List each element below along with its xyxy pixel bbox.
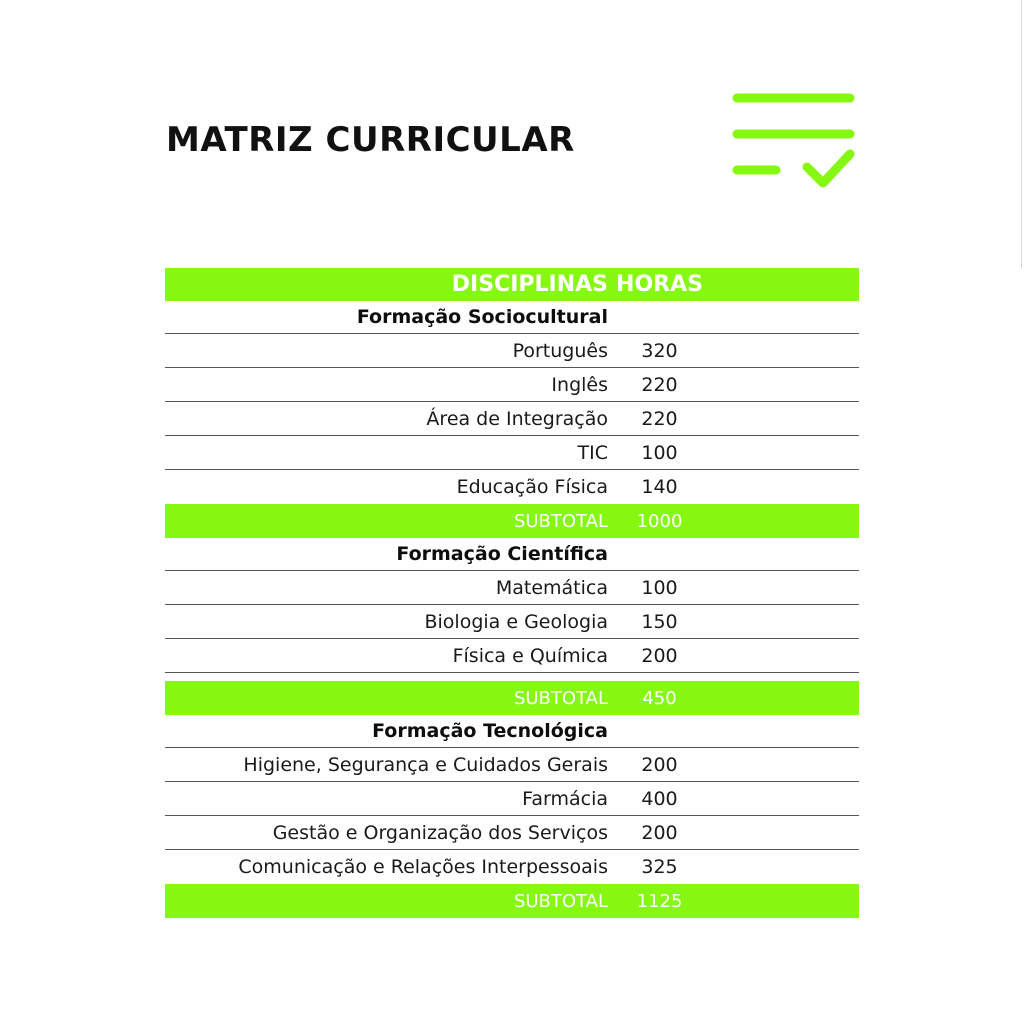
- table-row: [165, 850, 859, 884]
- section-heading: [165, 301, 859, 334]
- subtotal-row: [165, 884, 859, 918]
- table-header: [165, 268, 859, 301]
- table-row: [165, 571, 859, 605]
- subtotal-value: 1000: [636, 510, 683, 532]
- subtotal-label: SUBTOTAL: [513, 890, 608, 912]
- discipline-hours: 140: [641, 476, 678, 498]
- section-name: Formação Tecnológica: [372, 720, 608, 742]
- discipline-name: Comunicação e Relações Interpessoais: [238, 856, 608, 878]
- section-name: Formação Científica: [396, 543, 608, 565]
- section-name: Formação Sociocultural: [356, 306, 608, 328]
- table-row: [165, 605, 859, 639]
- table-row: [165, 816, 859, 850]
- section-heading: [165, 538, 859, 571]
- table-row: [165, 368, 859, 402]
- table-row: [165, 470, 859, 504]
- header-horas: HORAS: [616, 272, 703, 297]
- discipline-hours: 200: [641, 753, 678, 776]
- discipline-hours: 320: [641, 339, 678, 362]
- discipline-name: Física e Química: [452, 644, 608, 667]
- checklist-icon: [728, 88, 860, 196]
- section-spacer: [165, 673, 859, 681]
- curriculum-table: [165, 268, 859, 918]
- discipline-hours: 100: [641, 441, 678, 464]
- discipline-hours: 220: [641, 373, 678, 396]
- discipline-hours: 150: [641, 610, 678, 633]
- discipline-hours: 220: [641, 407, 678, 430]
- subtotal-value: 450: [642, 687, 677, 709]
- discipline-name: TIC: [577, 441, 608, 464]
- discipline-hours: 400: [641, 787, 678, 810]
- table-row: [165, 639, 859, 673]
- discipline-name: Área de Integração: [426, 407, 608, 430]
- discipline-hours: 200: [641, 644, 678, 667]
- discipline-name: Higiene, Segurança e Cuidados Gerais: [243, 753, 608, 776]
- discipline-hours: 325: [641, 856, 678, 878]
- table-row: [165, 334, 859, 368]
- header-disciplinas: DISCIPLINAS: [451, 272, 608, 297]
- table-row: [165, 402, 859, 436]
- discipline-name: Inglês: [551, 373, 608, 396]
- page-edge-rule: [1021, 0, 1022, 268]
- table-row: [165, 436, 859, 470]
- table-row: [165, 748, 859, 782]
- subtotal-row: [165, 504, 859, 538]
- section-heading: [165, 715, 859, 748]
- discipline-name: Educação Física: [456, 476, 608, 498]
- subtotal-label: SUBTOTAL: [513, 687, 608, 709]
- subtotal-label: SUBTOTAL: [513, 510, 608, 532]
- subtotal-row: [165, 681, 859, 715]
- discipline-hours: 200: [641, 821, 678, 844]
- table-row: [165, 782, 859, 816]
- discipline-hours: 100: [641, 576, 678, 599]
- discipline-name: Matemática: [495, 576, 608, 599]
- subtotal-value: 1125: [636, 890, 683, 912]
- discipline-name: Gestão e Organização dos Serviços: [272, 821, 608, 844]
- discipline-name: Farmácia: [522, 787, 608, 810]
- discipline-name: Biologia e Geologia: [424, 610, 608, 633]
- discipline-name: Português: [512, 339, 608, 362]
- page-title: MATRIZ CURRICULAR: [166, 120, 575, 160]
